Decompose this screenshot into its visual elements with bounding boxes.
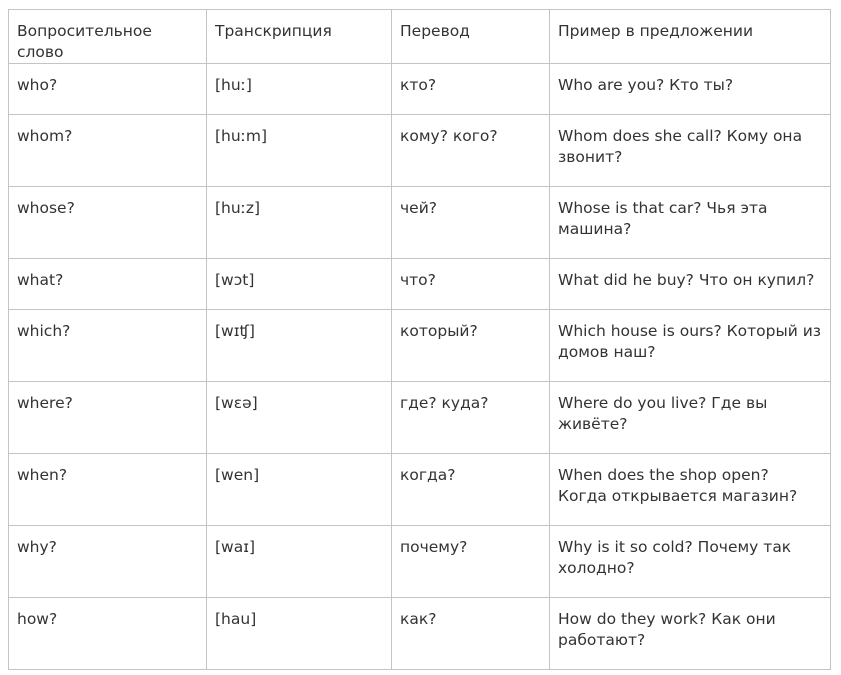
transcription-cell: [wɪʧ] <box>207 310 392 382</box>
translation-cell: что? <box>392 259 550 310</box>
example-cell: How do they work? Как они работают? <box>550 598 831 670</box>
example-cell: Where do you live? Где вы живёте? <box>550 382 831 454</box>
translation-cell: который? <box>392 310 550 382</box>
word-cell: how? <box>9 598 207 670</box>
question-words-table <box>8 9 831 670</box>
table-row <box>9 382 831 454</box>
transcription-cell: [wɛə] <box>207 382 392 454</box>
translation-cell: кто? <box>392 64 550 115</box>
transcription-cell: [wen] <box>207 454 392 526</box>
table-row <box>9 526 831 598</box>
example-cell: Which house is ours? Который из домов наш? <box>550 310 831 382</box>
header-translation: Перевод <box>392 10 550 64</box>
word-cell: whom? <box>9 115 207 187</box>
word-cell: which? <box>9 310 207 382</box>
header-example: Пример в предложении <box>550 10 831 64</box>
example-cell: When does the shop open? Когда открывается магазин? <box>550 454 831 526</box>
header-row <box>9 10 831 64</box>
transcription-cell: [waɪ] <box>207 526 392 598</box>
example-cell: Whose is that car? Чья эта машина? <box>550 187 831 259</box>
table-row <box>9 259 831 310</box>
table-row <box>9 310 831 382</box>
transcription-cell: [wɔt] <box>207 259 392 310</box>
translation-cell: как? <box>392 598 550 670</box>
table-row <box>9 115 831 187</box>
word-cell: when? <box>9 454 207 526</box>
translation-cell: где? куда? <box>392 382 550 454</box>
translation-cell: почему? <box>392 526 550 598</box>
word-cell: whose? <box>9 187 207 259</box>
translation-cell: кому? кого? <box>392 115 550 187</box>
table-row <box>9 64 831 115</box>
transcription-cell: [huːm] <box>207 115 392 187</box>
word-cell: what? <box>9 259 207 310</box>
translation-cell: чей? <box>392 187 550 259</box>
transcription-cell: [huː] <box>207 64 392 115</box>
header-word: Вопросительное слово <box>9 10 207 64</box>
example-cell: Whom does she call? Кому она звонит? <box>550 115 831 187</box>
example-cell: Who are you? Кто ты? <box>550 64 831 115</box>
word-cell: who? <box>9 64 207 115</box>
example-cell: What did he buy? Что он купил? <box>550 259 831 310</box>
example-cell: Why is it so cold? Почему так холодно? <box>550 526 831 598</box>
transcription-cell: [huːz] <box>207 187 392 259</box>
transcription-cell: [hau] <box>207 598 392 670</box>
word-cell: why? <box>9 526 207 598</box>
table-row <box>9 598 831 670</box>
translation-cell: когда? <box>392 454 550 526</box>
header-transcription: Транскрипция <box>207 10 392 64</box>
table-row <box>9 187 831 259</box>
table-row <box>9 454 831 526</box>
word-cell: where? <box>9 382 207 454</box>
